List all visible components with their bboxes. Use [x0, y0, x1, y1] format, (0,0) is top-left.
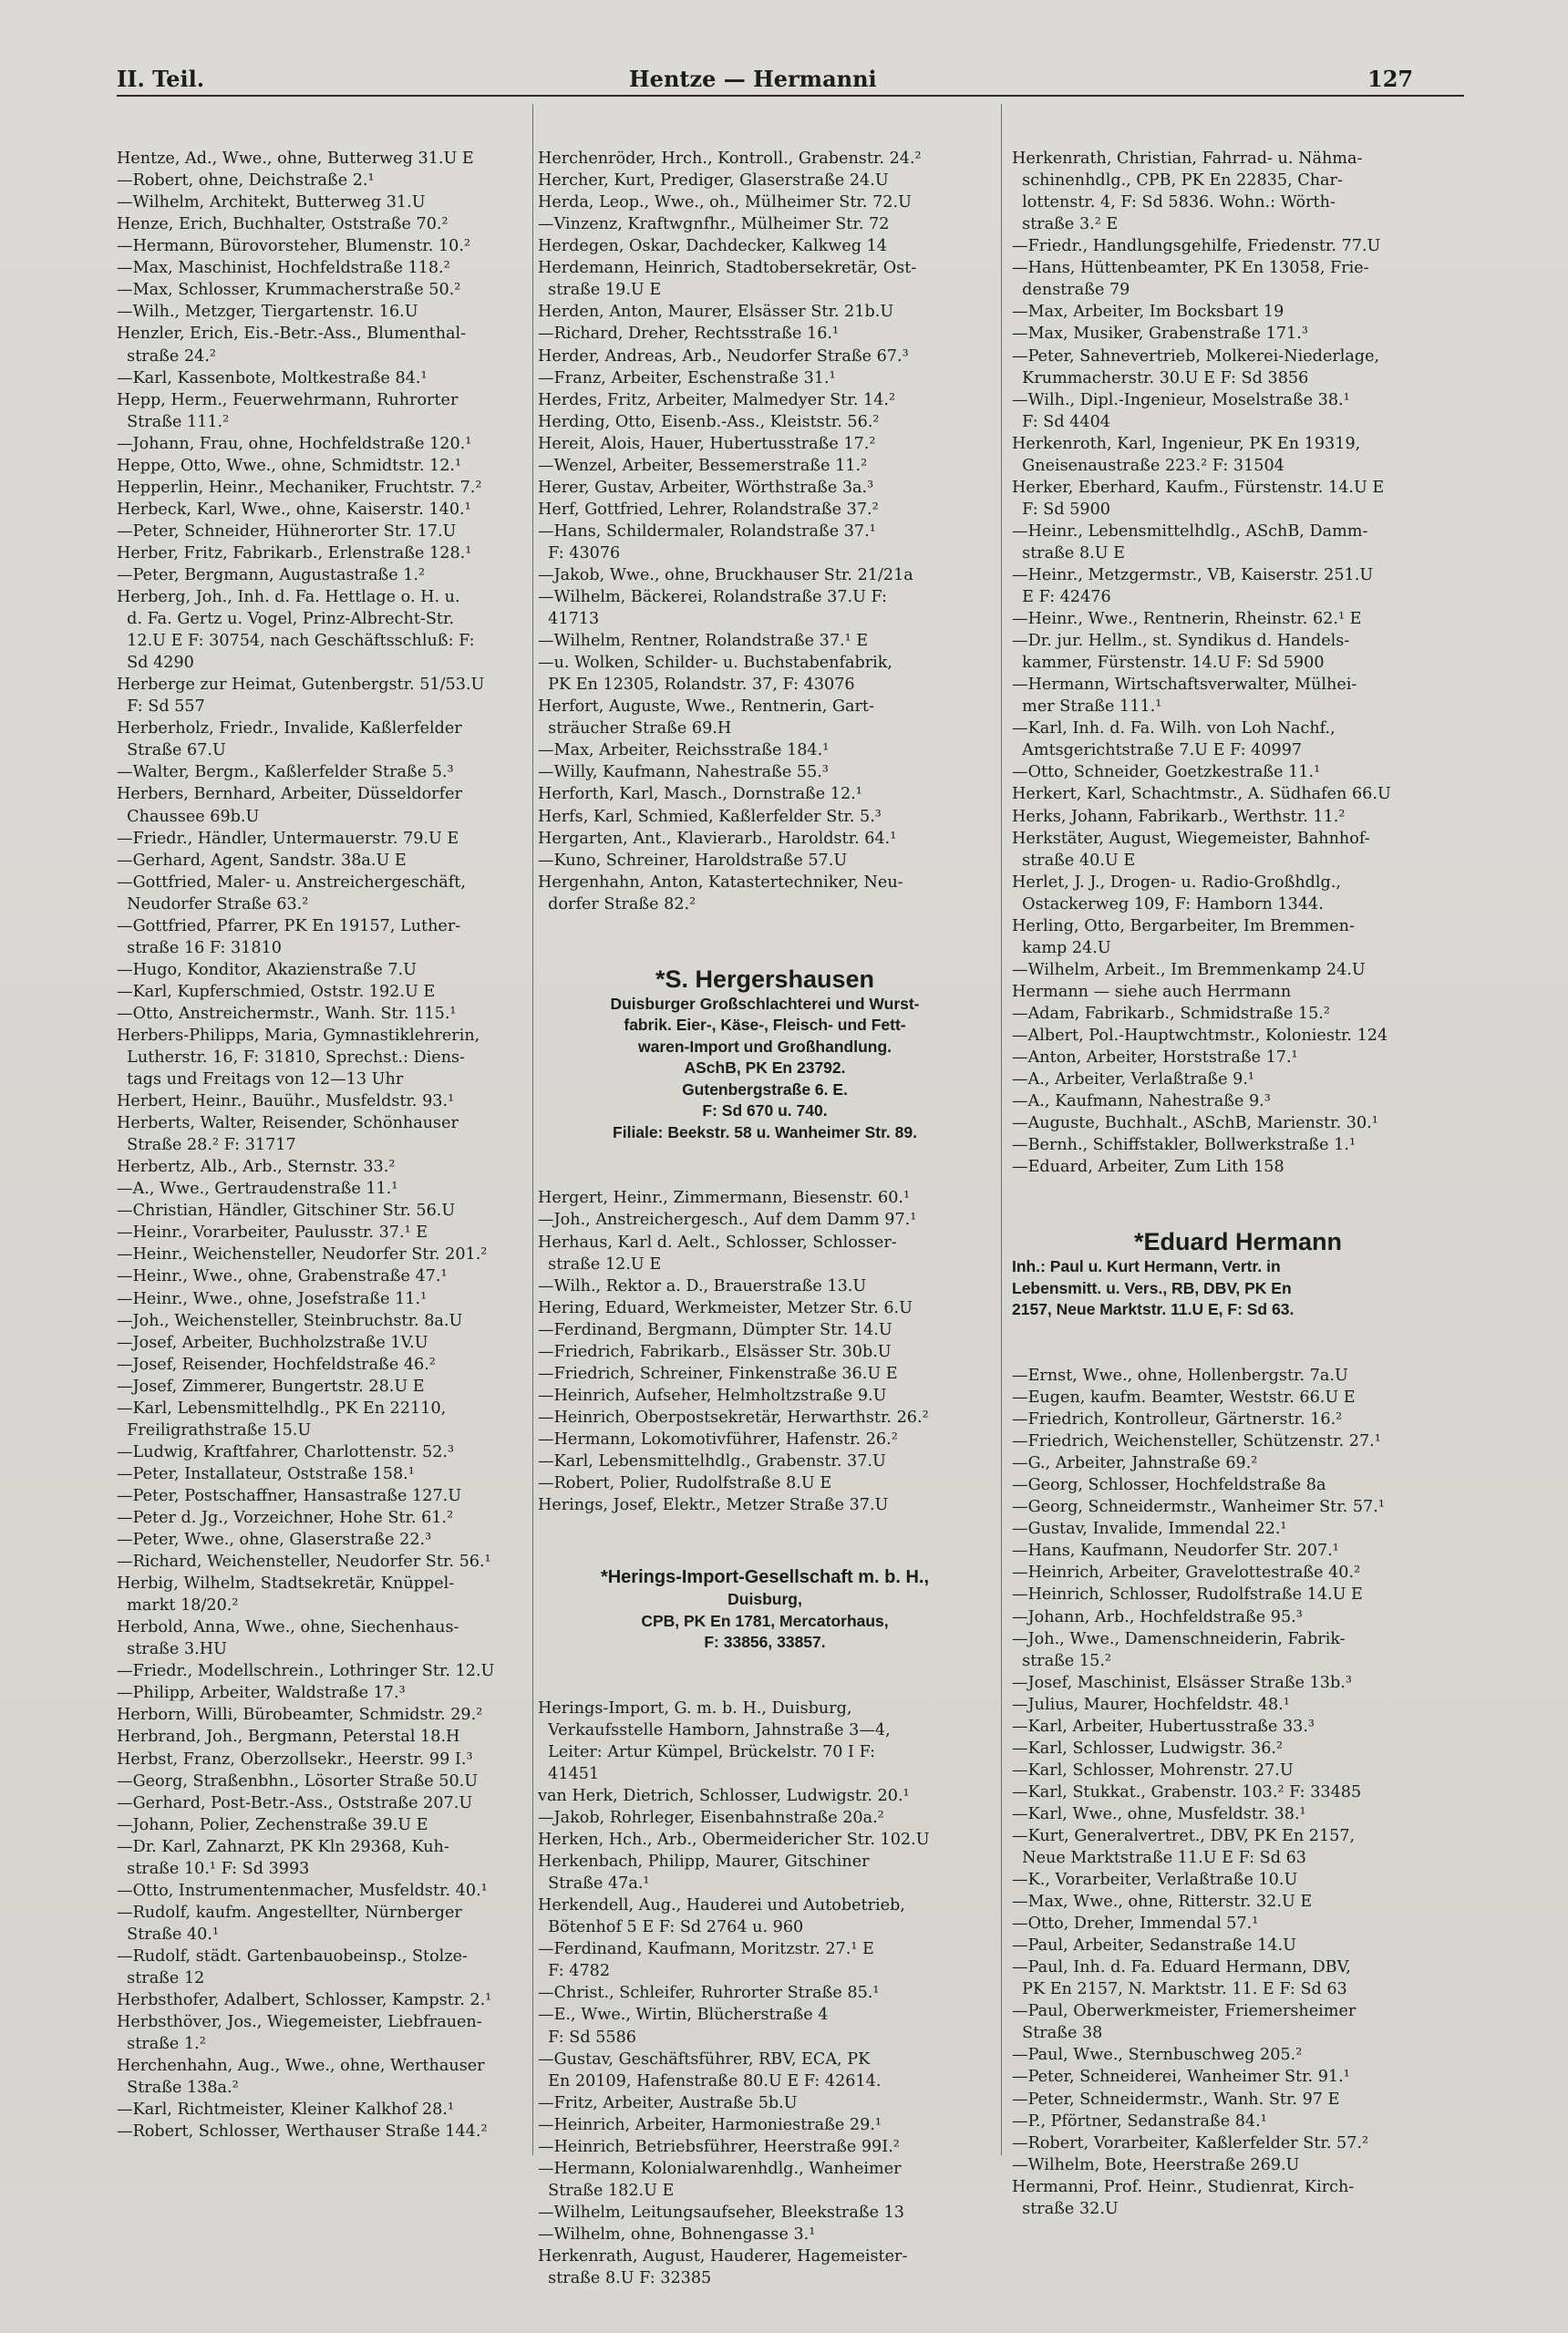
directory-entry-line: Hergarten, Ant., Klavierarb., Haroldstr. 64.¹: [538, 829, 897, 848]
directory-entry-line: Hermanni, Prof. Heinr., Studienrat, Kirch-: [1012, 2177, 1355, 2196]
entry-list: [538, 1187, 992, 1516]
directory-entry-line: —Friedrich, Weichensteller, Schützenstr. 27.¹: [1012, 1432, 1381, 1451]
directory-entry-line: —Max, Musiker, Grabenstraße 171.³: [1012, 325, 1308, 344]
directory-entry-line: Herkenbach, Philipp, Maurer, Gitschiner: [538, 1853, 870, 1872]
directory-entry-line: Herbsthofer, Adalbert, Schlosser, Kampstr. 2.¹: [117, 1991, 492, 2010]
directory-entry-line: —Wilhelm, Bäckerei, Rolandstraße 37.U F:: [538, 588, 888, 607]
directory-entry-line: Neue Marktstraße 11.U E F: Sd 63: [1012, 1849, 1306, 1868]
directory-entry-line: Henzler, Erich, Eis.-Betr.-Ass., Blumenthal-: [117, 325, 467, 344]
directory-entry-line: —Otto, Dreher, Immendal 57.¹: [1012, 1915, 1259, 1934]
directory-entry-line: Bötenhof 5 E F: Sd 2764 u. 960: [538, 1918, 804, 1937]
directory-entry-line: —Willy, Kaufmann, Nahestraße 55.³: [538, 763, 829, 782]
directory-entry-line: Neudorfer Straße 63.²: [117, 894, 309, 914]
directory-entry-line: d. Fa. Gertz u. Vogel, Prinz-Albrecht-Str.: [117, 610, 455, 629]
directory-entry-line: —Ludwig, Kraftfahrer, Charlottenstr. 52.³: [117, 1442, 455, 1461]
directory-entry-line: straße 12: [117, 1968, 205, 1987]
directory-entry-line: —Georg, Schneidermstr., Wanheimer Str. 57.¹: [1012, 1498, 1385, 1517]
directory-entry-line: —Heinr., Lebensmittelhdlg., ASchB, Damm-: [1012, 521, 1368, 541]
directory-entry-line: denstraße 79: [1012, 281, 1130, 300]
ad-title: *Herings-Import-Gesellschaft m. b. H.,: [600, 1567, 930, 1588]
ad-line: F: 33856, 33857.: [704, 1633, 826, 1652]
directory-entry-line: straße 3.HU: [117, 1640, 227, 1659]
directory-entry-line: —Heinrich, Aufseher, Helmholtzstraße 9.U: [538, 1386, 887, 1405]
directory-entry-line: Heppe, Otto, Wwe., ohne, Schmidtstr. 12.¹: [117, 456, 462, 475]
ad-line: fabrik. Eier-, Käse-, Fleisch- und Fett-: [624, 1016, 906, 1035]
directory-entry-line: —Max, Wwe., ohne, Ritterstr. 32.U E: [1012, 1893, 1313, 1912]
directory-entry-line: Herbert, Heinr., Bauühr., Musfeldstr. 93.¹: [117, 1092, 455, 1111]
directory-entry-line: straße 40.U E: [1012, 851, 1136, 870]
directory-entry-line: Herbeck, Karl, Wwe., ohne, Kaiserstr. 140.¹: [117, 500, 471, 519]
directory-entry-line: —Hans, Hüttenbeamter, PK En 13058, Frie-: [1012, 259, 1369, 278]
directory-entry-line: Herder, Andreas, Arb., Neudorfer Straße 67.³: [538, 346, 909, 366]
directory-entry-line: Herberholz, Friedr., Invalide, Kaßlerfelder: [117, 719, 462, 738]
directory-entry-line: —E., Wwe., Wirtin, Blücherstraße 4: [538, 2006, 829, 2025]
header-rule: [117, 95, 1464, 97]
directory-entry-line: Hering, Eduard, Werkmeister, Metzer Str. 6.U: [538, 1298, 913, 1317]
directory-entry-line: —A., Arbeiter, Verlaßtraße 9.¹: [1012, 1070, 1254, 1089]
directory-entry-line: Straße 38: [1012, 2024, 1103, 2043]
directory-entry-line: Herbers-Philipps, Maria, Gymnastiklehrerin,: [117, 1026, 480, 1045]
directory-entry-line: —Heinrich, Schlosser, Rudolfstraße 14.U E: [1012, 1585, 1363, 1605]
directory-entry-line: Hergenhahn, Anton, Katastertechniker, Neu-: [538, 872, 903, 892]
advertisement-herings-import: [538, 1565, 992, 1654]
directory-entry-line: —Wilhelm, Leitungsaufseher, Bleekstraße 13: [538, 2203, 904, 2222]
directory-entry-line: —Georg, Straßenbhn., Lösorter Straße 50.U: [117, 1771, 479, 1791]
directory-entry-line: Herings-Import, G. m. b. H., Duisburg,: [538, 1698, 852, 1718]
directory-entry-line: Herbig, Wilhelm, Stadtsekretär, Knüppel-: [117, 1574, 455, 1594]
directory-entry-line: —K., Vorarbeiter, Verlaßtraße 10.U: [1012, 1871, 1298, 1890]
directory-entry-line: —Anton, Arbeiter, Horststraße 17.¹: [1012, 1048, 1298, 1068]
directory-entry-line: —Gustav, Geschäftsführer, RBV, ECA, PK: [538, 2049, 871, 2069]
part-label: II. Teil.: [117, 66, 205, 92]
directory-entry-line: Straße 182.U E: [538, 2181, 675, 2200]
directory-entry-line: Herborn, Willi, Bürobeamter, Schmidstr. 29.²: [117, 1706, 483, 1725]
directory-entry-line: Herlet, J. J., Drogen- u. Radio-Großhdlg.,: [1012, 872, 1342, 892]
directory-entry-line: Herda, Leop., Wwe., oh., Mülheimer Str. 72.U: [538, 193, 912, 212]
directory-entry-line: Straße 138a.²: [117, 2079, 239, 2098]
ad-title: *Eduard Hermann: [1133, 1228, 1343, 1256]
directory-entry-line: sträucher Straße 69.H: [538, 719, 732, 738]
directory-entry-line: Verkaufsstelle Hamborn, Jahnstraße 3—4,: [538, 1720, 891, 1739]
directory-entry-line: En 20109, Hafenstraße 80.U E F: 42614.: [538, 2071, 882, 2090]
directory-entry-line: kamp 24.U: [1012, 938, 1111, 957]
directory-entry-line: —Karl, Richtmeister, Kleiner Kalkhof 28.¹: [117, 2101, 455, 2120]
directory-entry-line: straße 16 F: 31810: [117, 938, 282, 957]
directory-entry-line: —Albert, Pol.-Hauptwchtmstr., Koloniestr. 124: [1012, 1026, 1388, 1045]
directory-entry-line: straße 1.²: [117, 2035, 206, 2054]
directory-entry-line: straße 10.¹ F: Sd 3993: [117, 1859, 310, 1878]
directory-entry-line: Krummacherstr. 30.U E F: Sd 3856: [1012, 368, 1309, 387]
directory-entry-line: Herbsthöver, Jos., Wiegemeister, Liebfrauen-: [117, 2013, 482, 2032]
directory-entry-line: Hermann — siehe auch Herrmann: [1012, 982, 1292, 1001]
directory-entry-line: —Karl, Arbeiter, Hubertusstraße 33.³: [1012, 1717, 1315, 1736]
directory-entry-line: —Dr. jur. Hellm., st. Syndikus d. Handels-: [1012, 632, 1350, 651]
directory-entry-line: —Hermann, Kolonialwarenhdlg., Wanheimer: [538, 2159, 902, 2178]
directory-entry-line: —Robert, Polier, Rudolfstraße 8.U E: [538, 1474, 832, 1493]
directory-entry-line: —Wilhelm, Bote, Heerstraße 269.U: [1012, 2155, 1300, 2174]
directory-entry-line: —Philipp, Arbeiter, Waldstraße 17.³: [117, 1684, 406, 1703]
directory-entry-line: markt 18/20.²: [117, 1596, 239, 1616]
advertisement-hergershausen: [538, 965, 992, 1144]
directory-entry-line: —Max, Arbeiter, Reichsstraße 184.¹: [538, 741, 830, 760]
directory-entry-line: Herkenrath, Christian, Fahrrad- u. Nähma-: [1012, 150, 1363, 169]
directory-entry-line: Straße 67.U: [117, 741, 226, 760]
directory-entry-line: —Friedr., Handlungsgehilfe, Friedenstr. 77.U: [1012, 237, 1381, 256]
directory-entry-line: —Heinr., Metzgermstr., VB, Kaiserstr. 251.U: [1012, 565, 1374, 584]
column-2: [538, 104, 992, 2333]
directory-entry-line: —Peter, Wwe., ohne, Glaserstraße 22.³: [117, 1531, 432, 1550]
directory-entry-line: E F: 42476: [1012, 588, 1111, 607]
directory-entry-line: —Karl, Lebensmittelhdlg., PK En 22110,: [117, 1399, 447, 1418]
directory-entry-line: —Auguste, Buchhalt., ASchB, Marienstr. 30.¹: [1012, 1114, 1378, 1133]
directory-entry-line: Hepp, Herm., Feuerwehrmann, Ruhrorter: [117, 390, 459, 409]
directory-entry-line: Hereit, Alois, Hauer, Hubertusstraße 17.²: [538, 434, 876, 453]
directory-entry-line: —Wilhelm, Arbeit., Im Bremmenkamp 24.U: [1012, 960, 1366, 979]
directory-entry-line: Straße 47a.¹: [538, 1874, 650, 1894]
ad-line: ASchB, PK En 23792.: [684, 1058, 846, 1078]
directory-entry-line: Hercher, Kurt, Prediger, Glaserstraße 24.U: [538, 171, 889, 191]
directory-entry-line: Herer, Gustav, Arbeiter, Wörthstraße 3a.³: [538, 478, 874, 497]
directory-entry-line: —Josef, Reisender, Hochfeldstraße 46.²: [117, 1355, 436, 1374]
directory-entry-line: —Wilhelm, Rentner, Rolandstraße 37.¹ E: [538, 632, 869, 651]
directory-entry-line: Herbers, Bernhard, Arbeiter, Düsseldorfer: [117, 785, 462, 804]
directory-entry-line: lottenstr. 4, F: Sd 5836. Wohn.: Wörth-: [1012, 193, 1336, 212]
directory-entry-line: Herdes, Fritz, Arbeiter, Malmedyer Str. 14.²: [538, 390, 896, 409]
directory-entry-line: Herings, Josef, Elektr., Metzer Straße 37.U: [538, 1496, 889, 1515]
directory-entry-line: schinenhdlg., CPB, PK En 22835, Char-: [1012, 171, 1343, 191]
column-divider: [532, 104, 533, 2155]
entry-list: [538, 148, 992, 915]
directory-entry-line: —Friedrich, Kontrolleur, Gärtnerstr. 16.²: [1012, 1410, 1343, 1430]
directory-entry-line: —Heinr., Vorarbeiter, Paulusstr. 37.¹ E: [117, 1223, 428, 1243]
directory-entry-line: —Peter, Schneider, Hühnerorter Str. 17.U: [117, 521, 457, 541]
directory-entry-line: Herfs, Karl, Schmied, Kaßlerfelder Str. 5.³: [538, 807, 882, 826]
directory-entry-line: Herden, Anton, Maurer, Elsässer Str. 21b.U: [538, 303, 894, 322]
directory-entry-line: —Peter, Schneidermstr., Wanh. Str. 97 E: [1012, 2090, 1340, 2109]
directory-entry-line: Herbertz, Alb., Arb., Sternstr. 33.²: [117, 1158, 396, 1177]
directory-entry-line: —Karl, Lebensmittelhdlg., Grabenstr. 37.U: [538, 1451, 886, 1471]
directory-entry-line: Herber, Fritz, Fabrikarb., Erlenstraße 128.¹: [117, 543, 472, 563]
directory-entry-line: 41451: [538, 1764, 600, 1783]
directory-entry-line: —u. Wolken, Schilder- u. Buchstabenfabrik,: [538, 654, 893, 673]
directory-entry-line: —Wenzel, Arbeiter, Bessemerstraße 11.²: [538, 456, 868, 475]
directory-entry-line: —Karl, Kassenbote, Moltkestraße 84.¹: [117, 368, 428, 387]
directory-entry-line: straße 8.U E: [1012, 543, 1125, 563]
ad-line: Gutenbergstraße 6. E.: [682, 1079, 848, 1099]
directory-entry-line: —Karl, Inh. d. Fa. Wilh. von Loh Nachf.,: [1012, 719, 1336, 738]
directory-entry-line: Hentze, Ad., Wwe., ohne, Butterweg 31.U E: [117, 150, 474, 169]
directory-entry-line: straße 3.² E: [1012, 215, 1119, 234]
directory-entry-line: —Ernst, Wwe., ohne, Hollenbergstr. 7a.U: [1012, 1366, 1348, 1385]
page-number: 127: [1367, 66, 1414, 92]
directory-entry-line: Ostackerweg 109, F: Hamborn 1344.: [1012, 894, 1324, 914]
directory-entry-line: Herken, Hch., Arb., Obermeidericher Str. 102.U: [538, 1831, 930, 1850]
directory-entry-line: —Friedr., Modellschrein., Lothringer Str. 12.U: [117, 1662, 495, 1681]
directory-entry-line: kammer, Fürstenstr. 14.U F: Sd 5900: [1012, 654, 1325, 673]
directory-entry-line: —Gerhard, Post-Betr.-Ass., Oststraße 207.U: [117, 1793, 473, 1812]
directory-entry-line: Herberge zur Heimat, Gutenbergstr. 51/53.U: [117, 676, 485, 695]
directory-entry-line: —Eduard, Arbeiter, Zum Lith 158: [1012, 1158, 1284, 1177]
directory-entry-line: Herbold, Anna, Wwe., ohne, Siechenhaus-: [117, 1618, 459, 1637]
directory-entry-line: —Peter, Bergmann, Augustastraße 1.²: [117, 565, 426, 584]
ad-line: CPB, PK En 1781, Mercatorhaus,: [641, 1611, 889, 1630]
directory-entry-line: —Heinrich, Arbeiter, Gravelottestraße 40.²: [1012, 1564, 1361, 1583]
directory-entry-line: —Hugo, Konditor, Akazienstraße 7.U: [117, 960, 417, 979]
directory-entry-line: —G., Arbeiter, Jahnstraße 69.²: [1012, 1454, 1258, 1473]
directory-entry-line: —Max, Arbeiter, Im Bocksbart 19: [1012, 303, 1284, 322]
directory-entry-line: straße 24.²: [117, 346, 216, 366]
directory-entry-line: —Wilh., Rektor a. D., Brauerstraße 13.U: [538, 1276, 867, 1296]
ad-line: Inh.: Paul u. Kurt Hermann, Vertr. in: [1012, 1257, 1281, 1276]
directory-entry-line: —Eugen, kaufm. Beamter, Weststr. 66.U E: [1012, 1388, 1356, 1408]
ad-line: F: Sd 670 u. 740.: [702, 1101, 828, 1120]
directory-entry-line: —Wilhelm, ohne, Bohnengasse 3.¹: [538, 2225, 816, 2244]
directory-entry-line: —Vinzenz, Kraftwgnfhr., Mülheimer Str. 72: [538, 215, 890, 234]
directory-entry-line: —Peter, Installateur, Oststraße 158.¹: [117, 1464, 415, 1483]
column-1: [117, 104, 531, 2186]
directory-entry-line: Straße 28.² F: 31717: [117, 1136, 296, 1155]
directory-entry-line: van Herk, Dietrich, Schlosser, Ludwigstr. 20.¹: [538, 1787, 910, 1805]
directory-entry-line: —Karl, Schlosser, Mohrenstr. 27.U: [1012, 1760, 1294, 1780]
directory-entry-line: —Ferdinand, Kaufmann, Moritzstr. 27.¹ E: [538, 1940, 874, 1959]
directory-entry-line: —Gustav, Invalide, Immendal 22.¹: [1012, 1520, 1287, 1539]
directory-entry-line: —Peter, Schneiderei, Wanheimer Str. 91.¹: [1012, 2068, 1350, 2087]
directory-entry-line: Lutherstr. 16, F: 31810, Sprechst.: Diens-: [117, 1048, 465, 1068]
directory-entry-line: Herkenrath, August, Hauderer, Hagemeister-: [538, 2246, 908, 2266]
directory-entry-line: Chaussee 69b.U: [117, 807, 260, 826]
directory-entry-line: —Peter, Postschaffner, Hansastraße 127.U: [117, 1486, 462, 1505]
directory-entry-line: —Rudolf, städt. Gartenbauobeinsp., Stolze-: [117, 1946, 468, 1966]
directory-entry-line: —Hans, Kaufmann, Neudorfer Str. 207.¹: [1012, 1542, 1339, 1561]
directory-entry-line: —Ferdinand, Bergmann, Dümpter Str. 14.U: [538, 1320, 892, 1339]
directory-entry-line: Herkenroth, Karl, Ingenieur, PK En 19319,: [1012, 434, 1361, 453]
directory-entry-line: straße 8.U F: 32385: [538, 2269, 712, 2288]
directory-entry-line: —Wilh., Metzger, Tiergartenstr. 16.U: [117, 303, 418, 322]
directory-entry-line: dorfer Straße 82.²: [538, 894, 696, 914]
directory-entry-line: Herling, Otto, Bergarbeiter, Im Bremmen-: [1012, 916, 1355, 935]
directory-entry-line: —Dr. Karl, Zahnarzt, PK Kln 29368, Kuh-: [117, 1837, 449, 1856]
directory-entry-line: —Paul, Oberwerkmeister, Friemersheimer: [1012, 2002, 1357, 2021]
directory-entry-line: —Christian, Händler, Gitschiner Str. 56.U: [117, 1202, 456, 1221]
directory-entry-line: F: Sd 5586: [538, 2028, 636, 2047]
directory-entry-line: —Josef, Arbeiter, Buchholzstraße 1V.U: [117, 1333, 428, 1352]
directory-entry-line: —Walter, Bergm., Kaßlerfelder Straße 5.³: [117, 763, 454, 782]
directory-entry-line: 12.U E F: 30754, nach Geschäftsschluß: F:: [117, 632, 475, 651]
directory-entry-line: —Peter d. Jg., Vorzeichner, Hohe Str. 61.²: [117, 1509, 454, 1527]
directory-entry-line: —Gottfried, Pfarrer, PK En 19157, Luther-: [117, 916, 461, 935]
directory-entry-line: —Heinr., Weichensteller, Neudorfer Str. 201.²: [117, 1245, 488, 1265]
directory-entry-line: straße 19.U E: [538, 281, 662, 300]
directory-entry-line: —Otto, Anstreichermstr., Wanh. Str. 115.¹: [117, 1004, 457, 1023]
entry-list: [117, 148, 531, 2142]
directory-entry-line: —Richard, Dreher, Rechtsstraße 16.¹: [538, 325, 840, 344]
directory-entry-line: —Heinr., Wwe., ohne, Grabenstraße 47.¹: [117, 1267, 448, 1286]
directory-entry-line: —Karl, Stukkat., Grabenstr. 103.² F: 33485: [1012, 1782, 1362, 1801]
directory-entry-line: Herberg, Joh., Inh. d. Fa. Hettlage o. H. u.: [117, 588, 460, 607]
directory-entry-line: Amtsgerichtstraße 7.U E F: 40997: [1012, 741, 1303, 760]
directory-entry-line: —Richard, Weichensteller, Neudorfer Str. 56.¹: [117, 1553, 491, 1572]
directory-entry-line: —Karl, Schlosser, Ludwigstr. 36.²: [1012, 1739, 1284, 1758]
directory-entry-line: —Hermann, Bürovorsteher, Blumenstr. 10.²: [117, 237, 471, 256]
directory-entry-line: —Jakob, Wwe., ohne, Bruckhauser Str. 21/21a: [538, 565, 913, 584]
directory-entry-line: —Adam, Fabrikarb., Schmidstraße 15.²: [1012, 1004, 1330, 1023]
directory-entry-line: —Heinrich, Arbeiter, Harmoniestraße 29.¹: [538, 2115, 882, 2134]
directory-entry-line: Herdemann, Heinrich, Stadtobersekretär, Ost-: [538, 259, 917, 278]
directory-entry-line: —A., Wwe., Gertraudenstraße 11.¹: [117, 1180, 398, 1199]
directory-entry-line: Herkendell, Aug., Hauderei und Autobetrieb,: [538, 1896, 905, 1915]
directory-entry-line: —Christ., Schleifer, Ruhrorter Straße 85.¹: [538, 1984, 880, 2003]
running-head: Hentze — Hermanni: [629, 66, 877, 92]
directory-entry-line: Herchenröder, Hrch., Kontroll., Grabenstr. 24.²: [538, 150, 922, 169]
directory-entry-line: PK En 12305, Rolandstr. 37, F: 43076: [538, 676, 855, 695]
directory-entry-line: —Joh., Weichensteller, Steinbruchstr. 8a.U: [117, 1311, 463, 1330]
directory-entry-line: —Josef, Zimmerer, Bungertstr. 28.U E: [117, 1377, 425, 1396]
directory-entry-line: —Otto, Schneider, Goetzkestraße 11.¹: [1012, 763, 1321, 782]
directory-entry-line: —Heinrich, Oberpostsekretär, Herwarthstr. 26.²: [538, 1408, 929, 1427]
directory-entry-line: —Karl, Wwe., ohne, Musfeldstr. 38.¹: [1012, 1804, 1306, 1823]
directory-entry-line: Leiter: Artur Kümpel, Brückelstr. 70 I F:: [538, 1742, 876, 1761]
ad-line: Filiale: Beekstr. 58 u. Wanheimer Str. 89.: [613, 1122, 917, 1141]
directory-entry-line: Herding, Otto, Eisenb.-Ass., Kleiststr. 56.²: [538, 412, 880, 431]
directory-entry-line: —Paul, Wwe., Sternbuschweg 205.²: [1012, 2046, 1303, 2065]
directory-entry-line: Herf, Gottfried, Lehrer, Rolandstraße 37.²: [538, 500, 879, 519]
directory-entry-line: Henze, Erich, Buchhalter, Oststraße 70.²: [117, 215, 449, 234]
directory-entry-line: —Peter, Sahnevertrieb, Molkerei-Niederlage,: [1012, 346, 1380, 366]
directory-entry-line: Herberts, Walter, Reisender, Schönhauser: [117, 1114, 459, 1133]
directory-entry-line: —Robert, Vorarbeiter, Kaßlerfelder Str. 57.²: [1012, 2133, 1369, 2152]
directory-entry-line: —Kuno, Schreiner, Haroldstraße 57.U: [538, 851, 848, 870]
directory-entry-line: Herks, Johann, Fabrikarb., Werthstr. 11.²: [1012, 807, 1346, 826]
ad-line: waren-Import und Großhandlung.: [637, 1037, 892, 1056]
directory-entry-line: straße 15.²: [1012, 1651, 1111, 1670]
directory-entry-line: F: Sd 5900: [1012, 500, 1110, 519]
directory-entry-line: —Otto, Instrumentenmacher, Musfeldstr. 40.¹: [117, 1881, 488, 1900]
directory-entry-line: Hergert, Heinr., Zimmermann, Biesenstr. 60.¹: [538, 1189, 911, 1208]
directory-entry-line: —Friedrich, Fabrikarb., Elsässer Str. 30b.U: [538, 1342, 892, 1361]
directory-entry-line: —Paul, Arbeiter, Sedanstraße 14.U: [1012, 1936, 1296, 1956]
directory-entry-line: F: 4782: [538, 1962, 611, 1981]
ad-line: Lebensmitt. u. Vers., RB, DBV, PK En: [1012, 1278, 1292, 1297]
directory-entry-line: —Johann, Frau, ohne, Hochfeldstraße 120.¹: [117, 434, 472, 453]
directory-entry-line: tags und Freitags von 12—13 Uhr: [117, 1070, 404, 1089]
directory-entry-line: Herforth, Karl, Masch., Dornstraße 12.¹: [538, 785, 862, 804]
directory-entry-line: —Friedrich, Schreiner, Finkenstraße 36.U E: [538, 1364, 898, 1383]
ad-line: Duisburg,: [727, 1590, 802, 1609]
directory-entry-line: —Heinr., Wwe., Rentnerin, Rheinstr. 62.¹ E: [1012, 610, 1362, 629]
directory-entry-line: straße 32.U: [1012, 2199, 1119, 2218]
directory-entry-line: F: 43076: [538, 543, 621, 563]
directory-entry-line: F: Sd 557: [117, 697, 205, 717]
directory-entry-line: —Heinr., Wwe., ohne, Josefstraße 11.¹: [117, 1289, 428, 1308]
directory-entry-line: —Wilhelm, Architekt, Butterweg 31.U: [117, 193, 426, 212]
directory-entry-line: —Franz, Arbeiter, Eschenstraße 31.¹: [538, 368, 836, 387]
directory-entry-line: Herfort, Auguste, Wwe., Rentnerin, Gart-: [538, 697, 874, 717]
directory-entry-line: —Rudolf, kaufm. Angestellter, Nürnberger: [117, 1903, 462, 1922]
ad-title: *S. Hergershausen: [655, 965, 875, 993]
directory-entry-line: —Gottfried, Maler- u. Anstreichergeschäft,: [117, 872, 466, 892]
directory-entry-line: Herbst, Franz, Oberzollsekr., Heerstr. 99 I.³: [117, 1750, 473, 1769]
entry-list: [1012, 148, 1464, 1178]
directory-entry-line: —Joh., Wwe., Damenschneiderin, Fabrik-: [1012, 1629, 1346, 1648]
directory-entry-line: —Georg, Schlosser, Hochfeldstraße 8a: [1012, 1476, 1326, 1495]
directory-entry-line: —Hermann, Lokomotivführer, Hafenstr. 26.²: [538, 1430, 898, 1449]
directory-entry-line: F: Sd 4404: [1012, 412, 1110, 431]
directory-entry-line: Herkert, Karl, Schachtmstr., A. Südhafen 66.U: [1012, 785, 1391, 804]
entry-list: [1012, 1365, 1464, 2220]
directory-entry-line: straße 12.U E: [538, 1254, 662, 1274]
directory-entry-line: —Heinrich, Betriebsführer, Heerstraße 99I.²: [538, 2137, 900, 2156]
directory-entry-line: —Wilh., Dipl.-Ingenieur, Moselstraße 38.¹: [1012, 390, 1350, 409]
directory-entry-line: Freiligrathstraße 15.U: [117, 1420, 312, 1440]
directory-entry-line: —P., Pförtner, Sedanstraße 84.¹: [1012, 2111, 1267, 2131]
directory-entry-line: —Johann, Polier, Zechenstraße 39.U E: [117, 1815, 428, 1834]
directory-entry-line: —Paul, Inh. d. Fa. Eduard Hermann, DBV,: [1012, 1958, 1351, 1977]
directory-entry-line: Herdegen, Oskar, Dachdecker, Kalkweg 14: [538, 237, 887, 256]
directory-entry-line: —Joh., Anstreichergesch., Auf dem Damm 97.¹: [538, 1211, 917, 1230]
directory-entry-line: —Max, Maschinist, Hochfeldstraße 118.²: [117, 259, 450, 278]
directory-entry-line: —Bernh., Schiffstakler, Bollwerkstraße 1.¹: [1012, 1136, 1357, 1155]
directory-entry-line: Hepperlin, Heinr., Mechaniker, Fruchtstr. 7.²: [117, 478, 482, 497]
directory-entry-line: —Robert, Schlosser, Werthauser Straße 144.²: [117, 2122, 488, 2142]
directory-entry-line: —Jakob, Rohrleger, Eisenbahnstraße 20a.²: [538, 1809, 884, 1828]
column-3: [1012, 104, 1464, 2264]
directory-entry-line: PK En 2157, N. Marktstr. 11. E F: Sd 63: [1012, 1980, 1347, 1999]
directory-entry-line: —Johann, Arb., Hochfeldstraße 95.³: [1012, 1607, 1303, 1626]
directory-entry-line: Herchenhahn, Aug., Wwe., ohne, Werthauser: [117, 2057, 485, 2076]
ad-line: Duisburger Großschlachterei und Wurst-: [610, 994, 920, 1013]
directory-entry-line: —Kurt, Generalvertret., DBV, PK En 2157,: [1012, 1826, 1356, 1845]
directory-entry-line: —Gerhard, Agent, Sandstr. 38a.U E: [117, 851, 407, 870]
directory-entry-line: —Julius, Maurer, Hochfeldstr. 48.¹: [1012, 1695, 1290, 1714]
directory-entry-line: Straße 40.¹: [117, 1925, 219, 1944]
directory-entry-line: —Friedr., Händler, Untermauerstr. 79.U E: [117, 829, 459, 848]
directory-entry-line: —Fritz, Arbeiter, Austraße 5b.U: [538, 2093, 798, 2112]
directory-entry-line: Herhaus, Karl d. Aelt., Schlosser, Schlosser-: [538, 1233, 897, 1252]
directory-entry-line: —Max, Schlosser, Krummacherstraße 50.²: [117, 281, 461, 300]
directory-entry-line: 41713: [538, 610, 600, 629]
directory-entry-line: —Josef, Maschinist, Elsässer Straße 13b.³: [1012, 1673, 1352, 1692]
column-divider: [1001, 104, 1002, 2155]
directory-entry-line: Gneisenaustraße 223.² F: 31504: [1012, 456, 1284, 475]
ad-line: 2157, Neue Marktstr. 11.U E, F: Sd 63.: [1012, 1300, 1295, 1319]
entry-list: [538, 1698, 992, 2289]
directory-entry-line: Sd 4290: [117, 654, 194, 673]
directory-entry-line: mer Straße 111.¹: [1012, 697, 1162, 717]
directory-entry-line: —Hans, Schildermaler, Rolandstraße 37.¹: [538, 521, 876, 541]
directory-entry-line: Herker, Eberhard, Kaufm., Fürstenstr. 14.U E: [1012, 478, 1385, 497]
directory-entry-line: —A., Kaufmann, Nahestraße 9.³: [1012, 1092, 1271, 1111]
directory-entry-line: Herbrand, Joh., Bergmann, Peterstal 18.H: [117, 1728, 460, 1747]
directory-entry-line: Herkstäter, August, Wiegemeister, Bahnhof-: [1012, 829, 1370, 848]
directory-entry-line: —Hermann, Wirtschaftsverwalter, Mülhei-: [1012, 676, 1357, 695]
directory-entry-line: —Robert, ohne, Deichstraße 2.¹: [117, 171, 375, 191]
advertisement-eduard-hermann: [1012, 1227, 1464, 1321]
directory-entry-line: Straße 111.²: [117, 412, 230, 431]
directory-entry-line: —Karl, Kupferschmied, Oststr. 192.U E: [117, 982, 436, 1001]
